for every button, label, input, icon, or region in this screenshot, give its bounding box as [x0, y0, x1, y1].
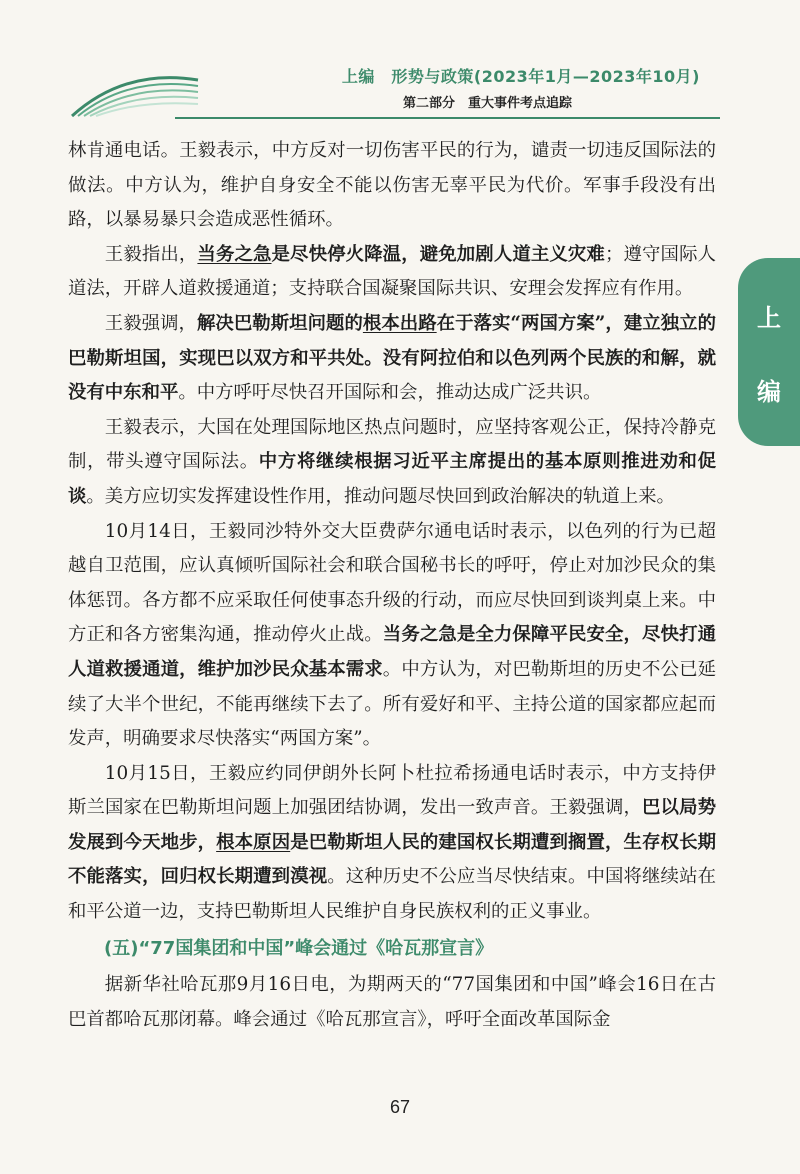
text-run: 。这种历史不公应当尽快结束。中国将继续站在和平公道一边，支持巴勒斯坦人民维护自身民族权利的正义事业。 — [68, 866, 716, 923]
bold-emphasis: 中方将继续根据习近平主席提出的基本原则推进劝和促谈 — [68, 451, 716, 507]
text-run: 10月15日，王毅应约同伊朗外长阿卜杜拉希扬通电话时表示，中方支持伊斯兰国家在巴勒斯坦问题上加强团结协调，发出一致声音。王毅强调， — [68, 762, 716, 819]
bold-emphasis: 在于落实“两国方案”，建立独立的巴勒斯坦国，实现巴以双方和平共处。没有阿拉伯和以色列两个民族的和解，就没有中东和平 — [68, 312, 716, 404]
underlined-emphasis: 根本原因 — [216, 831, 291, 853]
section-side-tab — [738, 258, 800, 446]
text-run: ；遵守国际人道法，开辟人道救援通道；支持联合国凝聚国际共识、安理会发挥应有作用。 — [68, 243, 716, 300]
header-divider — [175, 117, 720, 119]
text-run: 林肯通电话。王毅表示，中方反对一切伤害平民的行为，谴责一切违反国际法的做法。中方认为，维护自身安全不能以伤害无辜平民为代价。军事手段没有出路，以暴易暴只会造成恶性循环。 — [68, 140, 716, 231]
side-tab-char: 编 — [757, 376, 781, 406]
underlined-emphasis: 当务之急 — [197, 243, 272, 265]
side-tab-char: 上 — [757, 302, 781, 332]
bold-emphasis: 是尽快停火降温，避免加剧人道主义灾难 — [271, 243, 605, 265]
text-run: 。中方呼吁尽快召开国际和会，推动达成广泛共识。 — [178, 382, 602, 404]
paragraph: 据新华社哈瓦那9月16日电，为期两天的“77国集团和中国”峰会16日在古巴首都哈瓦那闭幕。峰会通过《哈瓦那宣言》，呼吁全面改革国际金 — [68, 974, 716, 1030]
text-run: 。中方认为，对巴勒斯坦的历史不公已延续了大半个世纪，不能再继续下去了。所有爱好和平、主持公道的国家都应起而发声，明确要求尽快落实“两国方案”。 — [68, 658, 716, 750]
text-run: 。美方应切实发挥建设性作用，推动问题尽快回到政治解决的轨道上来。 — [86, 485, 675, 507]
section-heading: (五)“77国集团和中国”峰会通过《哈瓦那宣言》 — [104, 937, 494, 959]
text-run: 王毅强调， — [104, 312, 197, 334]
text-run: 王毅指出， — [104, 243, 198, 265]
paragraph — [68, 515, 716, 757]
paragraph — [68, 757, 716, 930]
text-run: 10月14日，王毅同沙特外交大臣费萨尔通电话时表示，以色列的行为已超越自卫范围，应认真倾听国际社会和联合国秘书长的呼吁，停止对加沙民众的集体惩罚。各方都不应采取任何使事态升级的行动，而应尽快回到谈判桌上来。中方正和各方密集沟通，推动停火止战。 — [68, 520, 716, 646]
paragraph — [68, 238, 716, 307]
paragraph — [68, 134, 716, 238]
header-title: 上编 形势与政策(2023年1月—2023年10月) — [341, 67, 700, 86]
page-number: 67 — [389, 1097, 411, 1117]
page-body — [68, 134, 716, 1037]
underlined-emphasis: 根本出路 — [362, 312, 437, 334]
text-run: 王毅表示，大国在处理国际地区热点问题时，应坚持客观公正，保持冷静克制，带头遵守国际法。 — [68, 416, 716, 473]
bold-emphasis: 是巴勒斯坦人民的建国权长期遭到搁置，生存权长期不能落实，回归权长期遭到漠视 — [68, 831, 716, 888]
header-subtitle: 第二部分 重大事件考点追踪 — [402, 96, 572, 111]
book-logo-swoosh-icon — [70, 60, 200, 120]
bold-emphasis: 巴以局势发展到今天地步， — [68, 797, 716, 853]
paragraph — [68, 411, 716, 515]
paragraph — [68, 307, 716, 411]
bold-emphasis: 当务之急是全力保障平民安全，尽快打通人道救援通道，维护加沙民众基本需求 — [68, 624, 716, 680]
bold-emphasis: 解决巴勒斯坦问题的 — [196, 312, 363, 334]
page-header — [0, 0, 800, 130]
